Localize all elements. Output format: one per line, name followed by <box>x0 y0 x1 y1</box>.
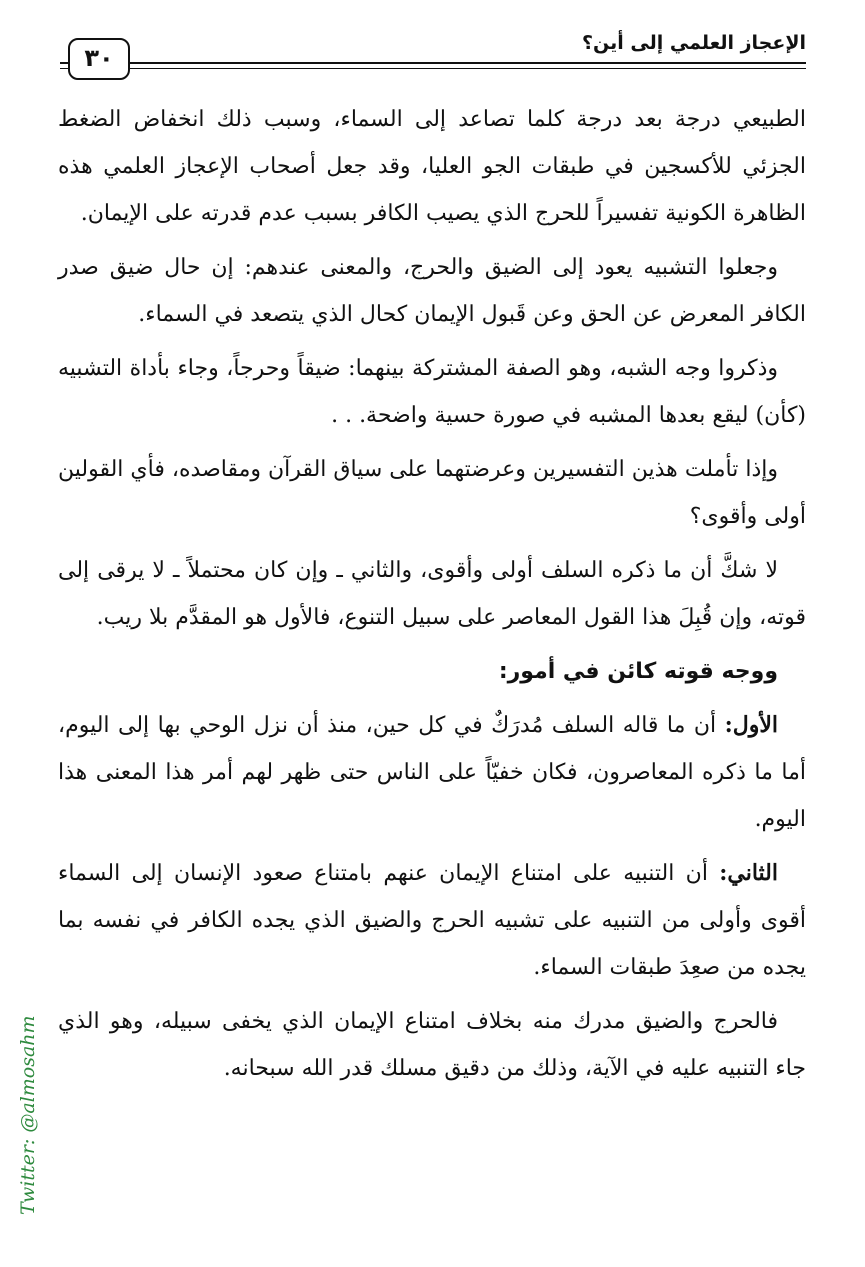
point-second <box>58 850 806 991</box>
point-second-text: أن التنبيه على امتناع الإيمان عنهم بامتناع صعود الإنسان إلى السماء أقوى وأولى من التنبيه على تشبيه الحرج والضيق الذي يجده الكافر في نفسه بما يجده من صعِدَ طبقات السماء. <box>58 861 806 980</box>
closing-paragraph: فالحرج والضيق مدرك منه بخلاف امتناع الإيمان الذي يخفى سبيله، وهو الذي جاء التنبيه عليه في الآية، وذلك من دقيق مسلك قدر الله سبحانه. <box>58 1009 806 1081</box>
section-heading: ووجه قوته كائن في أمور: <box>498 659 778 684</box>
page-number: ٣٠ <box>68 38 130 80</box>
twitter-watermark: Twitter: @almosahm <box>17 1015 39 1215</box>
body-paragraph-3: وذكروا وجه الشبه، وهو الصفة المشتركة بينهما: ضيقاً وحرجاً، وجاء بأداة التشبيه (كأن) ليقع بعدها المشبه في صورة حسية واضحة. . . <box>58 356 806 428</box>
body-paragraph-5: لا شكَّ أن ما ذكره السلف أولى وأقوى، والثاني ـ وإن كان محتملاً ـ لا يرقى إلى قوته، وإن قُبِلَ هذا القول المعاصر على سبيل التنوع، فالأول هو المقدَّم بلا ريب. <box>58 558 806 630</box>
point-first-text: أن ما قاله السلف مُدرَكٌ في كل حين، منذ أن نزل الوحي بها إلى اليوم، أما ما ذكره المعاصرون، فكان خفيّاً على الناس حتى ظهر لهم أمر هذا المعنى هذا اليوم. <box>58 713 806 832</box>
point-first <box>58 702 806 843</box>
header-rule-bottom <box>60 68 806 69</box>
point-first-lead: الأول: <box>724 712 778 738</box>
body-paragraph-1: الطبيعي درجة بعد درجة كلما تصاعد إلى السماء، وسبب ذلك انخفاض الضغط الجزئي للأكسجين في طبقات الجو العليا، وقد جعل أصحاب الإعجاز العلمي هذه الظاهرة الكونية تفسيراً للحرج الذي يصيب الكافر بسبب عدم قدرته على الإيمان. <box>58 107 806 226</box>
running-title: الإعجاز العلمي إلى أين؟ <box>582 32 806 54</box>
page-header <box>60 28 806 78</box>
page-body <box>58 96 806 1099</box>
body-paragraph-4: وإذا تأملت هذين التفسيرين وعرضتهما على سياق القرآن ومقاصده، فأي القولين أولى وأقوى؟ <box>58 457 806 529</box>
header-rule-top <box>60 62 806 64</box>
point-second-lead: الثاني: <box>719 860 778 886</box>
body-paragraph-2: وجعلوا التشبيه يعود إلى الضيق والحرج، والمعنى عندهم: إن حال ضيق صدر الكافر المعرض عن الحق وعن قَبول الإيمان كحال الذي يتصعد في السماء. <box>58 255 806 327</box>
